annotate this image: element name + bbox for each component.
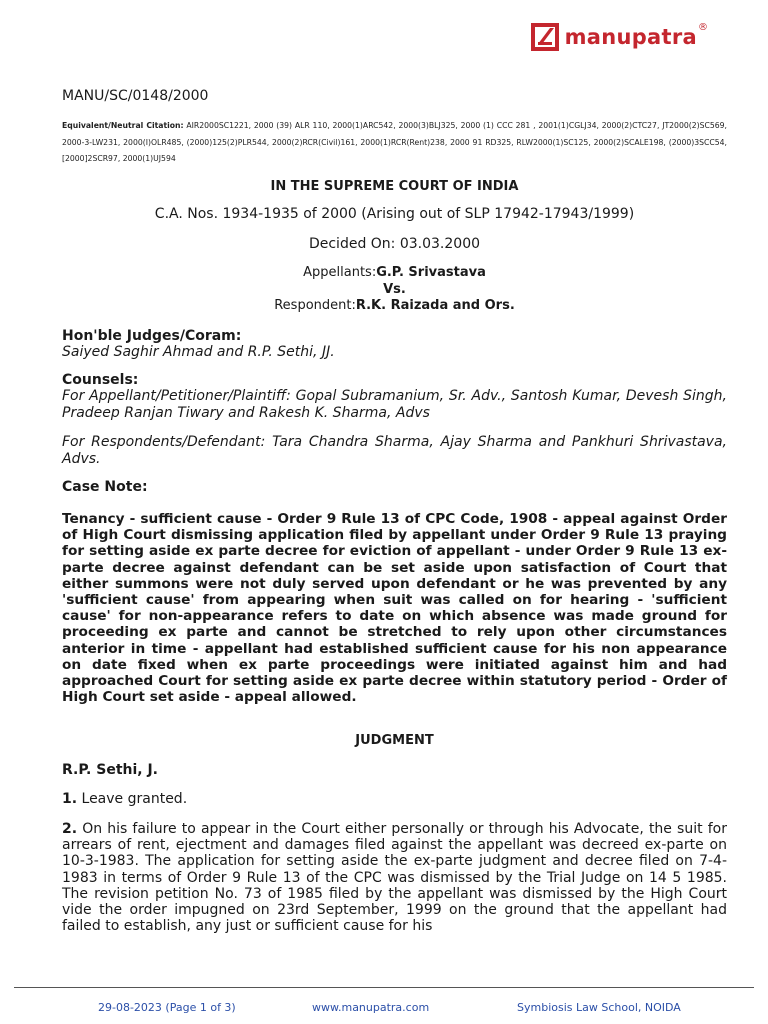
- paragraph-1: [62, 791, 187, 807]
- judgment-author: R.P. Sethi, J.: [62, 762, 158, 778]
- counsels-heading: Counsels:: [62, 372, 139, 388]
- judges-names: Saiyed Saghir Ahmad and R.P. Sethi, JJ.: [62, 344, 335, 360]
- appellant-counsel: For Appellant/Petitioner/Plaintiff: Gopal Subramanium, Sr. Adv., Santosh Kumar, Devesh Singh, Pradeep Ranjan Tiwary and Rakesh K. Sharma, Advs: [62, 388, 727, 421]
- case-note-text: Tenancy - sufficient cause - Order 9 Rule 13 of CPC Code, 1908 - appeal against Order of High Court dismissing application filed by appellant under Order 9 Rule 13 praying for setting aside ex parte decree for eviction of appellant - under Order 9 Rule 13 ex-parte decree against defendant can be set aside upon satisfaction of Court that either summons were not duly served upon defendant or he was prevented by any 'sufficient cause' from appearing when suit was called on for hearing - 'sufficient cause' for non-appearance refers to date on which absence was made ground for proceeding ex parte and cannot be stretched to rely upon other circumstances anterior in time - appellant had established sufficient cause for his non appearance on date fixed when ex parte proceedings were initiated against him and had approached Court for setting aside ex parte decree within statutory period - Order of High Court set aside - appeal allowed.: [62, 511, 727, 706]
- decided-date: Decided On: 03.03.2000: [308, 236, 481, 252]
- paragraph-1-number: 1.: [62, 791, 78, 807]
- footer-institution: Symbiosis Law School, NOIDA: [517, 1001, 681, 1014]
- parties-block: [62, 265, 727, 315]
- document-id: MANU/SC/0148/2000: [62, 88, 209, 104]
- court-name: IN THE SUPREME COURT OF INDIA: [270, 179, 519, 194]
- respondent-line: [62, 298, 727, 315]
- paragraph-2-number: 2.: [62, 821, 78, 837]
- respondent-label: Respondent:: [274, 298, 356, 313]
- citation-text: AIR2000SC1221, 2000 (39) ALR 110, 2000(1)ARC542, 2000(3)BLJ325, 2000 (1) CCC 281 , 2001(1)CGLJ34, 2000(2)CTC27, JT2000(2)SC569, 2000-3-LW231, 2000(I)OLR485, (2000)125(2)PLR544, 2000(2)RCR(Civil)161, 2000(1)RCR(Rent)238, 2000 91 RD325, RLW2000(1)SC125, 2000(2)SCALE198, (2000)3SCC54, [2000]2SCR97, 2000(1)UJ594: [62, 121, 727, 163]
- footer-date-page: 29-08-2023 (Page 1 of 3): [98, 1001, 236, 1014]
- versus: Vs.: [383, 281, 406, 297]
- footer-website-link[interactable]: www.manupatra.com: [312, 1001, 430, 1014]
- logo-text: manupatra: [564, 25, 697, 49]
- case-note-heading: Case Note:: [62, 479, 148, 495]
- judgment-heading: JUDGMENT: [355, 733, 434, 748]
- case-numbers: C.A. Nos. 1934-1935 of 2000 (Arising out of SLP 17942-17943/1999): [154, 206, 635, 222]
- appellants-label: Appellants:: [303, 265, 377, 280]
- paragraph-1-text: Leave granted.: [77, 791, 188, 807]
- manupatra-logo-icon: [530, 22, 560, 52]
- appellants-name: G.P. Srivastava: [376, 265, 486, 280]
- paragraph-2: [62, 821, 727, 934]
- citation-label: Equivalent/Neutral Citation:: [62, 121, 184, 130]
- appellants-line: [62, 265, 727, 282]
- paragraph-2-text: On his failure to appear in the Court either personally or through his Advocate, the suit for arrears of rent, ejectment and damages filed against the appellant was decreed ex-parte on 10-3-1983. The application for setting aside the ex-parte judgment and decree filed on 7-4-1983 in terms of Order 9 Rule 13 of the CPC was dismissed by the Trial Judge on 14 5 1985. The revision petition No. 73 of 1985 filed by the appellant was dismissed by the High Court vide the order impugned on 23rd September, 1999 on the ground that the appellant had failed to establish, any just or sufficient cause for his: [62, 821, 727, 935]
- respondent-counsel: For Respondents/Defendant: Tara Chandra Sharma, Ajay Sharma and Pankhuri Shrivastava, Advs.: [62, 434, 727, 467]
- judges-heading: Hon'ble Judges/Coram:: [62, 328, 242, 344]
- versus-line: [62, 282, 727, 299]
- manupatra-logo: [530, 22, 708, 52]
- equivalent-citation: [62, 118, 727, 168]
- respondent-name: R.K. Raizada and Ors.: [355, 298, 515, 313]
- registered-mark: ®: [698, 21, 708, 33]
- footer-divider: [14, 987, 754, 988]
